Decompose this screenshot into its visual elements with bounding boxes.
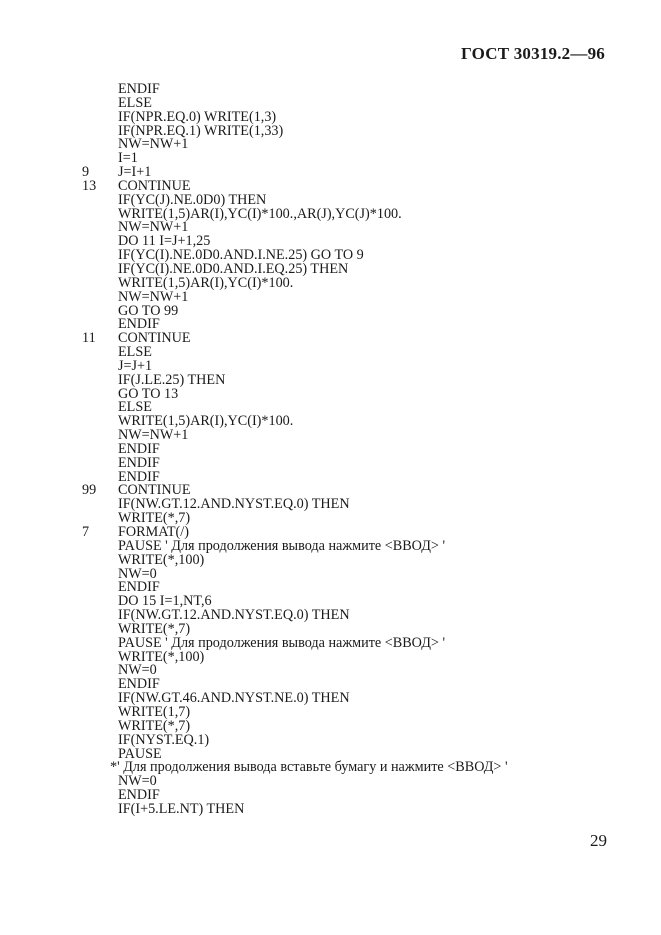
code-line [0,401,661,415]
statement-text: ENDIF [118,81,160,97]
code-line [0,302,661,319]
page-number: 29 [590,831,607,850]
code-line [0,83,661,97]
code-line [0,357,661,374]
statement-text: GO TO 13 [118,385,179,402]
statement-text: IF(YC(I).NE.0D0.AND.I.NE.25) GO TO 9 [118,247,364,264]
code-line [0,346,661,360]
statement-label: 11 [82,330,96,347]
code-line [0,221,661,235]
statement-text: DO 11 I=J+1,25 [118,233,211,250]
code-line [0,332,661,346]
code-line [0,731,661,748]
statement-text: NW=0 [118,565,157,582]
statement-text: WRITE(*,100) [118,648,205,665]
statement-text: IF(J.LE.25) THEN [118,371,226,388]
code-line [0,703,661,720]
code-line [0,138,661,152]
statement-text: ENDIF [118,454,160,471]
code-line [0,664,661,678]
statement-text: WRITE(*,7) [118,620,191,637]
statement-text: CONTINUE [118,330,191,347]
statement-text: ENDIF [118,676,160,693]
statement-text: WRITE(1,5)AR(I),YC(I)*100. [118,274,294,291]
statement-text: WRITE(1,5)AR(I),YC(I)*100. [118,413,294,430]
statement-text: WRITE(1,5)AR(I),YC(I)*100.,AR(J),YC(J)*100. [118,205,402,222]
statement-text: PAUSE [118,745,162,762]
statement-text: PAUSE ' Для продолжения вывода нажмите <ВВОД> ' [118,634,445,651]
statement-text: FORMAT(/) [118,524,189,540]
code-line [0,318,661,332]
statement-text: ENDIF [118,468,160,485]
statement-text: J=I+1 [118,164,152,181]
statement-text: ELSE [118,399,152,416]
code-line [0,274,661,291]
code-line [0,454,661,471]
statement-text: IF(NW.GT.12.AND.NYST.EQ.0) THEN [118,496,350,513]
statement-text: WRITE(1,7) [118,703,191,720]
statement-text: J=J+1 [118,357,153,374]
statement-label: 7 [82,524,90,540]
statement-text: ENDIF [118,316,160,333]
statement-text: CONTINUE [118,177,191,194]
statement-text: IF(YC(J).NE.0D0) THEN [118,191,267,208]
statement-text: NW=NW+1 [118,288,189,305]
statement-text: I=1 [118,150,138,167]
statement-text: IF(NYST.EQ.1) [118,731,210,748]
statement-text: DO 15 I=1,NT,6 [118,593,212,610]
statement-text: NW=0 [118,662,157,679]
statement-text: NW=NW+1 [118,427,189,444]
code-line [0,94,661,111]
statement-text: IF(YC(I).NE.0D0.AND.I.EQ.25) THEN [118,260,349,277]
code-line [0,761,661,775]
code-line [0,800,661,817]
code-line [0,648,661,665]
statement-text: *' Для продолжения вывода вставьте бумагу и нажмите <ВВОД> ' [110,759,508,776]
code-line [0,512,661,526]
statement-text: NW=NW+1 [118,219,189,236]
statement-text: WRITE(*,7) [118,717,191,734]
code-line [0,717,661,734]
code-line [0,205,661,222]
statement-text: IF(NPR.EQ.0) WRITE(1,3) [118,108,277,125]
statement-text: NW=NW+1 [118,136,189,153]
code-line [0,371,661,388]
code-line [0,609,661,623]
code-line [0,498,661,512]
code-line [0,634,661,651]
statement-text: ENDIF [118,579,160,596]
code-line [0,122,661,139]
code-line [0,565,661,582]
statement-label: 13 [82,177,97,194]
code-line [0,551,661,568]
code-line [0,692,661,706]
statement-label: 9 [82,164,90,181]
code-line [0,152,661,166]
code-line [0,537,661,554]
statement-text: PAUSE ' Для продолжения вывода нажмите <ВВОД> ' [118,537,445,554]
code-line [0,260,661,277]
statement-text: WRITE(*,100) [118,551,205,568]
statement-text: ENDIF [118,440,160,457]
statement-text: IF(NW.GT.46.AND.NYST.NE.0) THEN [118,690,350,707]
statement-text: IF(NW.GT.12.AND.NYST.EQ.0) THEN [118,607,350,624]
code-line [0,385,661,402]
statement-text: NW=0 [118,773,157,790]
code-line [0,468,661,485]
statement-text: ENDIF [118,787,160,804]
statement-text: ELSE [118,344,152,361]
code-line [0,108,661,125]
statement-text: CONTINUE [118,482,191,499]
document-header: ГОСТ 30319.2—96 [461,44,605,63]
code-line [0,288,661,305]
code-line [0,415,661,429]
code-line [0,177,661,194]
code-line [0,789,661,803]
code-line [0,166,661,180]
statement-text: IF(I+5.LE.NT) THEN [118,800,245,817]
statement-text: IF(NPR.EQ.1) WRITE(1,33) [118,122,284,139]
statement-label: 99 [82,482,97,499]
code-line [0,775,661,789]
code-listing [0,83,661,817]
statement-text: GO TO 99 [118,302,179,319]
code-line [0,581,661,595]
code-line [0,429,661,443]
code-line [0,440,661,457]
statement-text: WRITE(*,7) [118,510,191,527]
statement-text: ELSE [118,94,152,111]
